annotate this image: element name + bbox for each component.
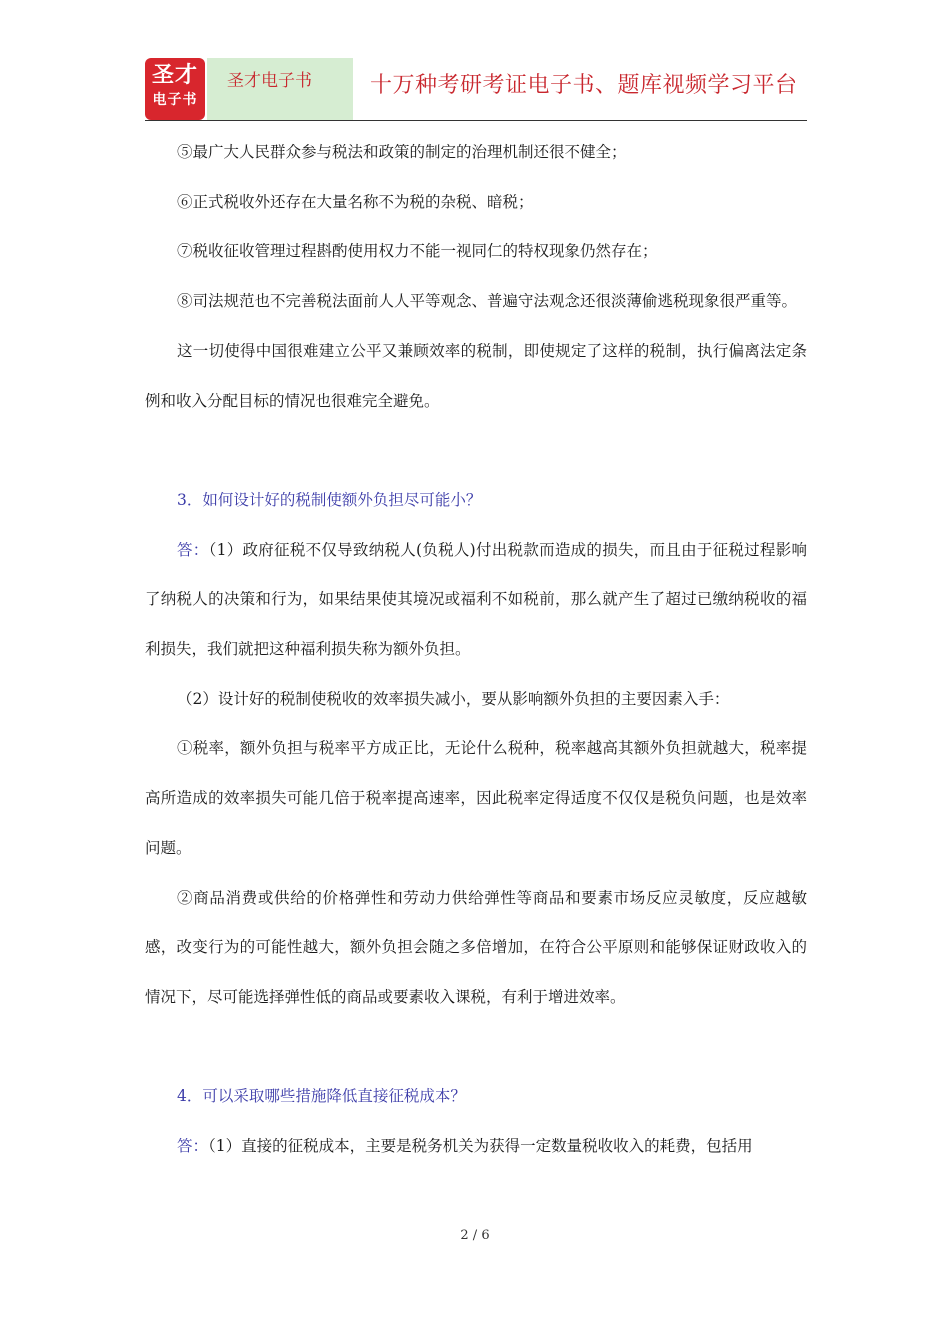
answer-label: 答： — [177, 1137, 209, 1156]
paragraph: ⑥正式税收外还存在大量名称不为税的杂税、暗税； — [177, 192, 534, 211]
answer-text: （1）直接的征税成本，主要是税务机关为获得一定数量税收收入的耗费，包括用 — [208, 1137, 753, 1156]
logo-text-bottom: 电子书 — [152, 92, 198, 108]
page-header — [145, 58, 807, 120]
spacer — [145, 1023, 807, 1073]
document-body — [145, 128, 807, 1172]
answer-paragraph — [145, 526, 807, 675]
answer-text: （1）政府征税不仅导致纳税人(负税人)付出税款而造成的损失，而且由于征税过程影响了纳税人的决策和行为，如果结果使其境况或福利不如税前，那么就产生了超过已缴纳税收的福利损失，我们就把这种福利损失称为额外负担。 — [145, 540, 807, 659]
paragraph: ⑤最广大人民群众参与税法和政策的制定的治理机制还很不健全； — [177, 143, 627, 161]
paragraph: 这一切使得中国很难建立公平又兼顾效率的税制，即使规定了这样的税制，执行偏离法定条例和收入分配目标的情况也很难完全避免。 — [145, 341, 807, 410]
paragraph: ①税率，额外负担与税率平方成正比，无论什么税种，税率越高其额外负担就越大，税率提高所造成的效率损失可能几倍于税率提高速率，因此税率定得适度不仅仅是税负问题，也是效率问题。 — [145, 739, 807, 857]
question-3-heading: 3．如何设计好的税制使额外负担尽可能小？ — [177, 490, 482, 509]
paragraph: （2）设计好的税制使税收的效率损失减小，要从影响额外负担的主要因素入手： — [177, 689, 730, 708]
question-4-heading: 4．可以采取哪些措施降低直接征税成本？ — [177, 1087, 466, 1106]
paragraph: ⑦税收征收管理过程斟酌使用权力不能一视同仁的特权现象仍然存在； — [177, 242, 658, 261]
paragraph: ⑧司法规范也不完善税法面前人人平等观念、普遍守法观念还很淡薄偷逃税现象很严重等。 — [177, 292, 798, 311]
answer-paragraph — [145, 1122, 807, 1172]
header-tagline: 十万种考研考证电子书、题库视频学习平台 — [370, 73, 798, 98]
spacer — [145, 426, 807, 476]
brand-name: 圣才电子书 — [207, 58, 353, 120]
brand-logo — [145, 58, 205, 120]
header-divider — [145, 120, 807, 121]
page-number: 2 / 6 — [460, 1228, 490, 1243]
paragraph: ②商品消费或供给的价格弹性和劳动力供给弹性等商品和要素市场反应灵敏度，反应越敏感，改变行为的可能性越大，额外负担会随之多倍增加，在符合公平原则和能够保证财政收入的情况下，尽可能选择弹性低的商品或要素收入课税，有利于增进效率。 — [145, 888, 807, 1006]
answer-label: 答： — [177, 540, 209, 559]
logo-text-top: 圣才 — [151, 63, 198, 88]
